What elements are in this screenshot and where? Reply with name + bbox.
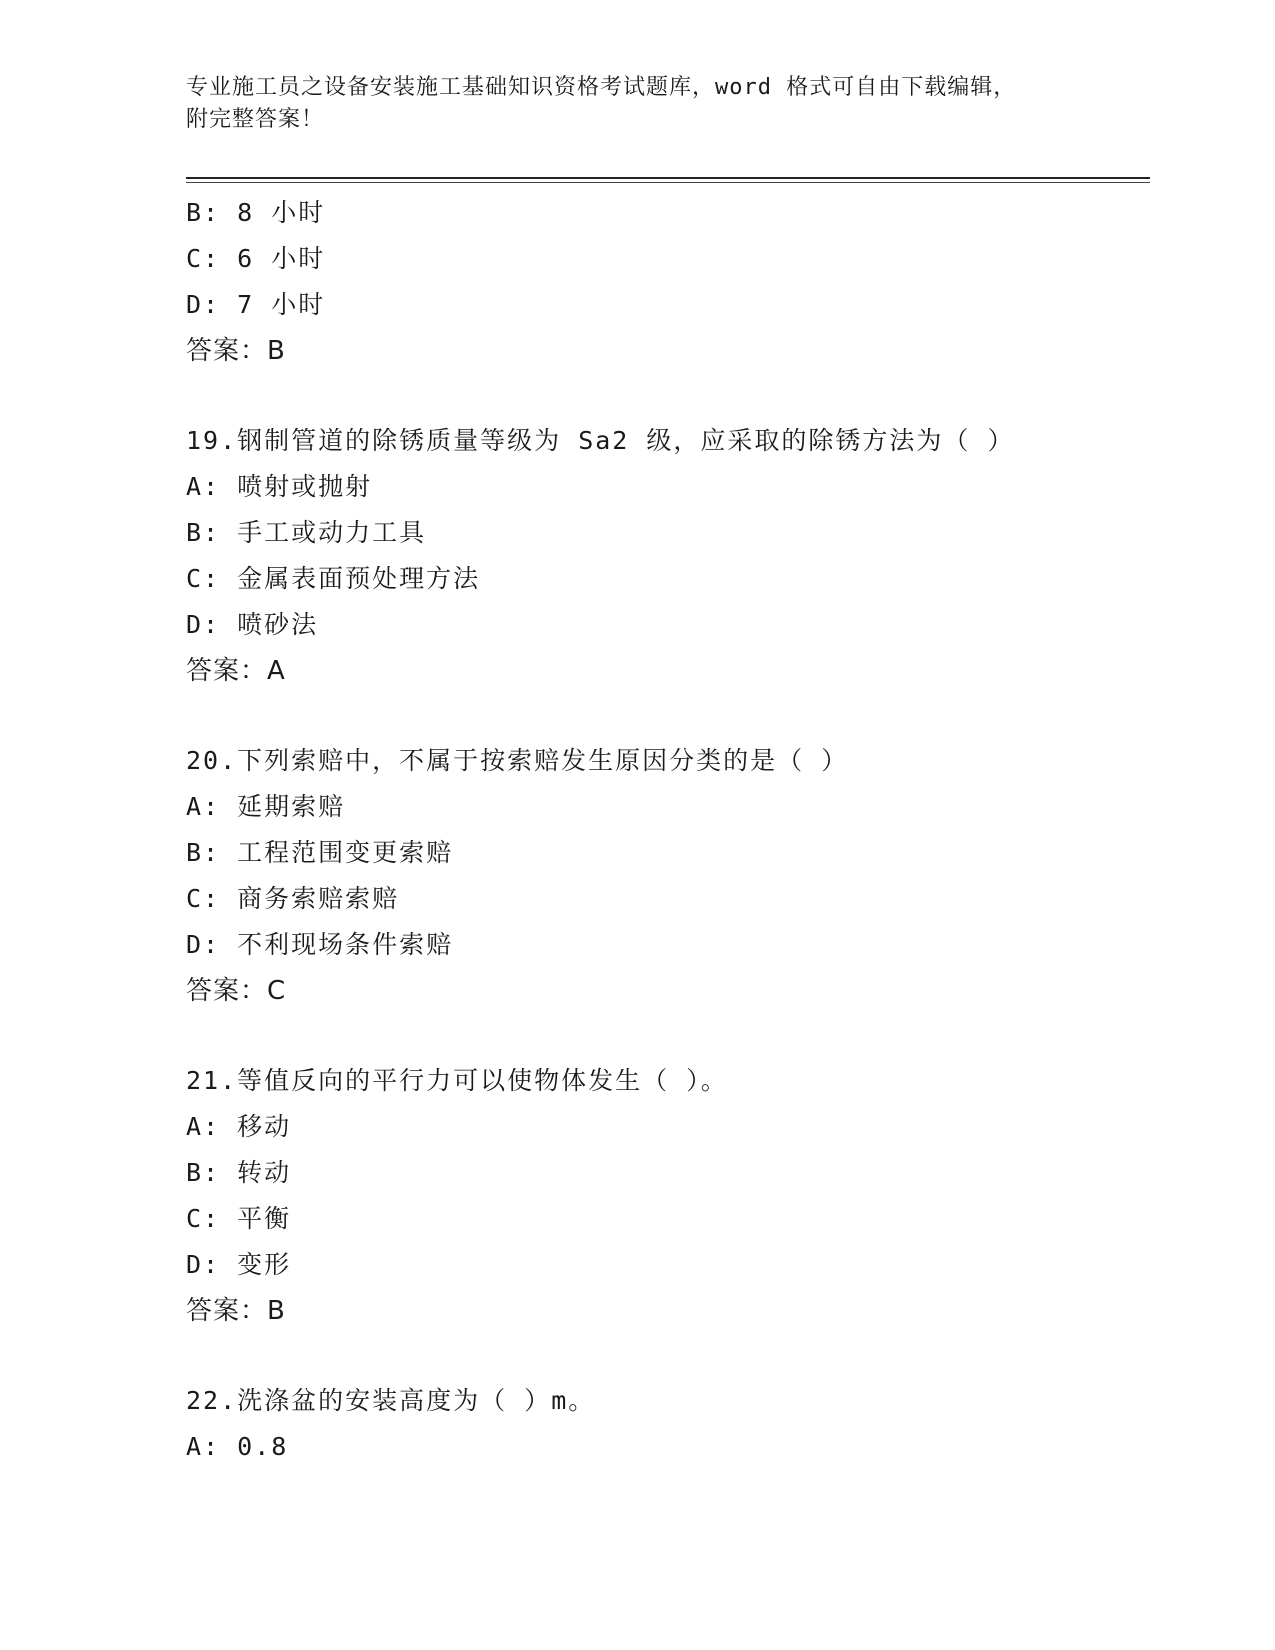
option-d: D: 变形 xyxy=(186,1250,292,1279)
question-stem: 19.钢制管道的除锈质量等级为 Sa2 级，应采取的除锈方法为（ ） xyxy=(186,426,1015,455)
option-b: B: 8 小时 xyxy=(186,198,326,227)
question-20 xyxy=(186,738,1150,1014)
question-stem: 22.洗涤盆的安装高度为（ ）m。 xyxy=(186,1386,596,1415)
option-c: C: 6 小时 xyxy=(186,244,326,273)
question-list xyxy=(186,190,1150,1470)
question-22 xyxy=(186,1378,1150,1470)
option-a: A: 喷射或抛射 xyxy=(186,472,373,501)
spacer xyxy=(186,1014,1150,1058)
question-19 xyxy=(186,418,1150,694)
option-b: B: 手工或动力工具 xyxy=(186,518,427,547)
spacer xyxy=(186,374,1150,418)
answer-line: 答案：C xyxy=(186,976,287,1006)
question-21 xyxy=(186,1058,1150,1334)
answer-line: 答案：B xyxy=(186,1296,286,1326)
option-c: C: 平衡 xyxy=(186,1204,292,1233)
option-c: C: 金属表面预处理方法 xyxy=(186,564,481,593)
header-line-2: 附完整答案！ xyxy=(186,107,325,132)
question-18-continued xyxy=(186,190,1150,374)
question-stem: 21.等值反向的平行力可以使物体发生（ ）。 xyxy=(186,1066,728,1095)
option-a: A: 延期索赔 xyxy=(186,792,346,821)
option-d: D: 喷砂法 xyxy=(186,610,319,639)
answer-line: 答案：B xyxy=(186,336,286,366)
option-a: A: 移动 xyxy=(186,1112,292,1141)
option-d: D: 不利现场条件索赔 xyxy=(186,930,454,959)
question-stem: 20.下列索赔中，不属于按索赔发生原因分类的是（ ） xyxy=(186,746,849,775)
header-divider-thin xyxy=(186,182,1150,183)
header-divider-thick xyxy=(186,177,1150,179)
spacer xyxy=(186,694,1150,738)
option-b: B: 工程范围变更索赔 xyxy=(186,838,454,867)
option-a: A: 0.8 xyxy=(186,1432,289,1461)
option-b: B: 转动 xyxy=(186,1158,292,1187)
spacer xyxy=(186,1334,1150,1378)
option-d: D: 7 小时 xyxy=(186,290,326,319)
answer-line: 答案：A xyxy=(186,656,286,686)
document-header xyxy=(186,72,1086,136)
header-line-1: 专业施工员之设备安装施工基础知识资格考试题库，word 格式可自由下载编辑， xyxy=(186,75,1017,100)
option-c: C: 商务索赔索赔 xyxy=(186,884,400,913)
